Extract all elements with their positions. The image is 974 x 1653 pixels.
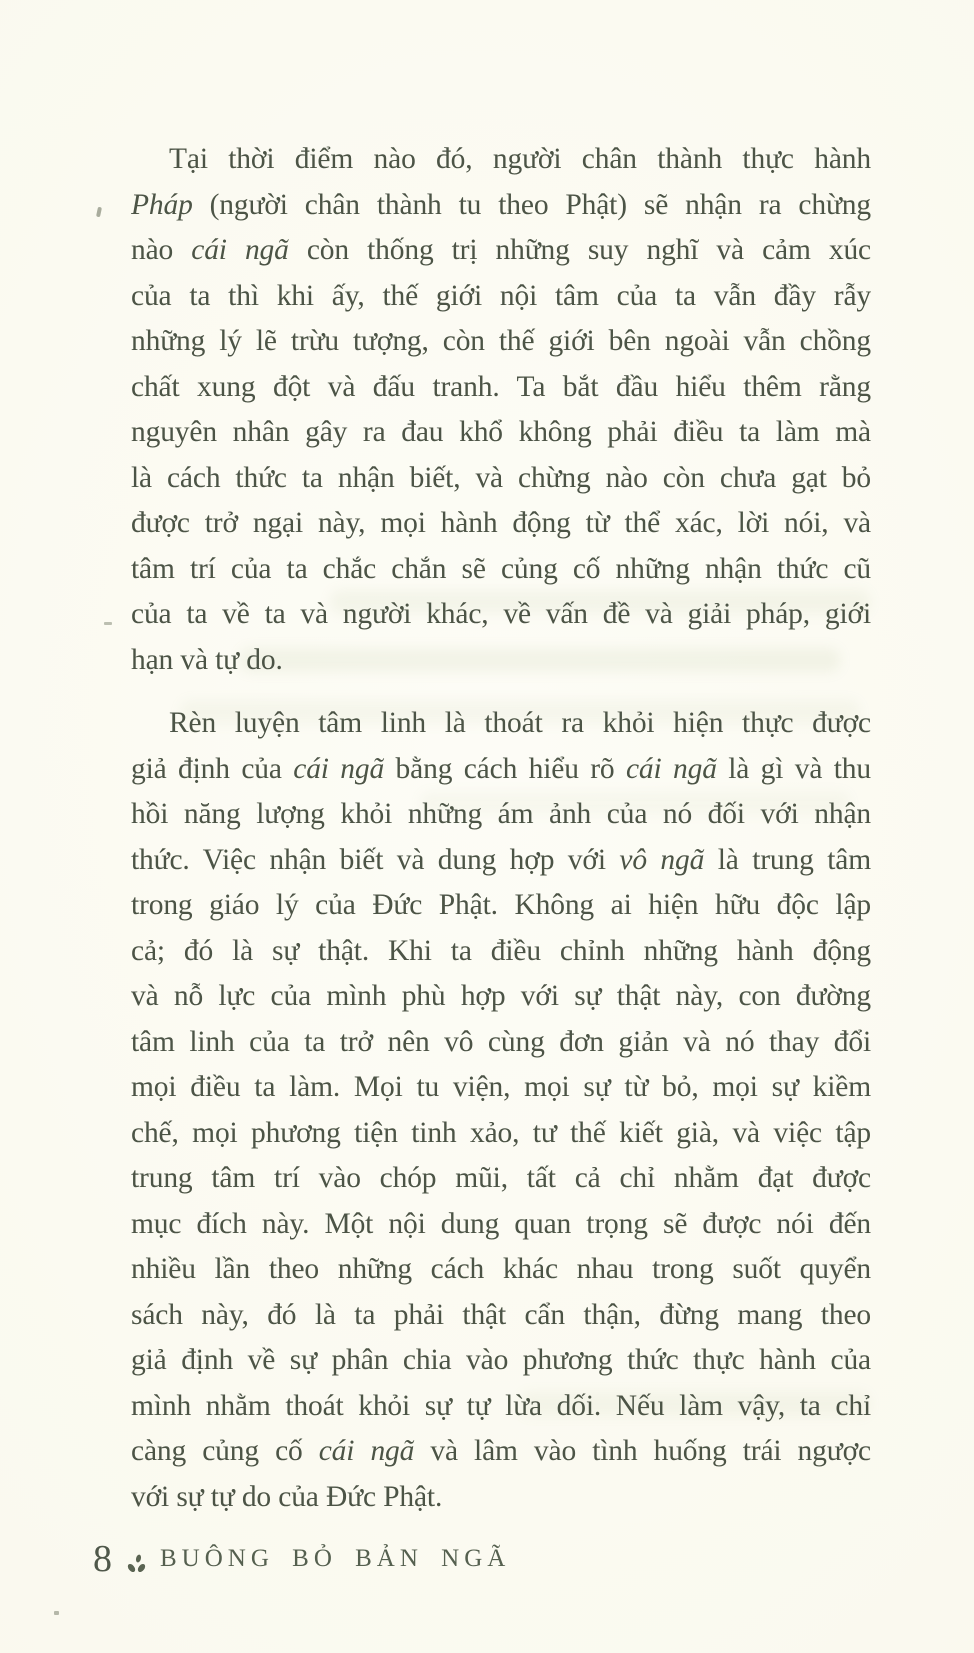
text-segment: chế, mọi phương tiện tinh xảo, tư thế kiết già, và việc tập [131,1116,871,1149]
text-line [131,929,871,975]
text-line [131,1202,871,1248]
text-line [131,456,871,502]
text-line [131,137,871,183]
text-line [131,747,871,793]
text-line [131,1156,871,1202]
scan-speck [104,622,112,625]
text-line [131,838,871,884]
text-line [131,274,871,320]
text-line [131,592,871,638]
text-segment: tâm trí của ta chắc chắn sẽ củng cố những nhận thức cũ [131,552,871,585]
text-line [131,410,871,456]
text-segment: những lý lẽ trừu tượng, còn thế giới bên ngoài vẫn chồng [131,325,871,357]
text-segment: nào [131,234,192,266]
text-segment: được trở ngại này, mọi hành động từ thể xác, lời nói, và [131,507,871,539]
text-segment: hồi năng lượng khỏi những ám ảnh của nó đối với nhận [131,798,871,830]
text-segment: là trung tâm [704,843,871,876]
text-segment: và nỗ lực của mình phù hợp với sự thật này, con đường [131,980,871,1012]
text-line [131,1111,871,1157]
text-line [131,883,871,929]
italic-term: cái ngã [191,234,289,266]
text-segment: còn thống trị những suy nghĩ và cảm xúc [288,234,871,266]
text-line [131,1475,871,1521]
text-segment: mọi điều ta làm. Mọi tu viện, mọi sự từ bỏ, mọi sự kiềm [131,1071,871,1103]
text-segment: là gì và thu [716,752,871,785]
italic-term: cái ngã [625,752,717,785]
text-segment: Rèn luyện tâm linh là thoát ra khỏi hiện thực được [169,707,871,739]
text-segment: của ta về ta và người khác, về vấn đề và giải pháp, giới [131,598,871,630]
text-segment: chất xung đột và đấu tranh. Ta bắt đầu hiểu thêm rằng [131,370,871,403]
text-segment: nhiều lần theo những cách khác nhau trong suốt quyển [131,1253,871,1285]
text-segment: nguyên nhân gây ra đau khổ không phải điều ta làm mà [131,416,871,448]
text-line [131,638,871,684]
text-line [131,1065,871,1111]
page-number: 8 [93,1538,112,1580]
text-line [131,974,871,1020]
text-line [131,1020,871,1066]
text-segment: càng củng cố [131,1435,319,1467]
page-footer [93,1540,510,1578]
leaf-sprig-icon [125,1553,148,1576]
text-line [131,1293,871,1339]
text-segment: và lâm vào tình huống trái ngược [414,1435,871,1467]
italic-term: vô ngã [619,843,705,876]
text-line [131,1429,871,1475]
text-line [131,183,871,229]
text-segment: với sự tự do của Đức Phật. [131,1480,443,1513]
text-segment: giả định về sự phân chia vào phương thức thực hành của [131,1344,871,1376]
text-segment: mục đích này. Một nội dung quan trọng sẽ được nói đến [131,1207,871,1240]
text-segment: trung tâm trí vào chóp mũi, tất cả chỉ nhằm đạt được [131,1162,871,1194]
text-segment: tâm linh của ta trở nên vô cùng đơn giản và nó thay đổi [131,1025,871,1058]
text-segment: (người chân thành tu theo Phật) sẽ nhận ra chừng [192,188,871,221]
body-text [131,137,871,1520]
paragraph [131,701,871,1520]
italic-term: cái ngã [318,1435,415,1467]
text-line [131,501,871,547]
text-segment: mình nhằm thoát khỏi sự tự lừa dối. Nếu làm vậy, ta chỉ [131,1389,871,1422]
text-segment: trong giáo lý của Đức Phật. Không ai hiện hữu độc lập [131,889,871,921]
text-line [131,1338,871,1384]
text-segment: sách này, đó là ta phải thật cẩn thận, đừng mang theo [131,1298,871,1331]
text-line [131,547,871,593]
scan-speck [96,207,102,218]
text-line [131,228,871,274]
text-line [131,701,871,747]
scan-speck [54,1611,59,1615]
text-segment: của ta thì khi ấy, thế giới nội tâm của ta vẫn đầy rẫy [131,279,871,312]
text-line [131,1384,871,1430]
text-segment: bằng cách hiểu rõ [384,752,626,785]
text-segment: giả định của [131,752,294,785]
text-segment: là cách thức ta nhận biết, và chừng nào còn chưa gạt bỏ [131,461,871,494]
paragraph [131,137,871,683]
running-title: BUÔNG BỎ BẢN NGÃ [160,1545,511,1572]
text-segment: hạn và tự do. [131,643,283,676]
text-line [131,1247,871,1293]
text-line [131,792,871,838]
italic-term: Pháp [131,188,193,221]
italic-term: cái ngã [293,752,385,785]
text-line [131,319,871,365]
text-line [131,365,871,411]
text-segment: Tại thời điểm nào đó, người chân thành thực hành [169,143,871,175]
text-segment: cả; đó là sự thật. Khi ta điều chỉnh những hành động [131,934,871,967]
text-segment: thức. Việc nhận biết và dung hợp với [131,843,620,876]
